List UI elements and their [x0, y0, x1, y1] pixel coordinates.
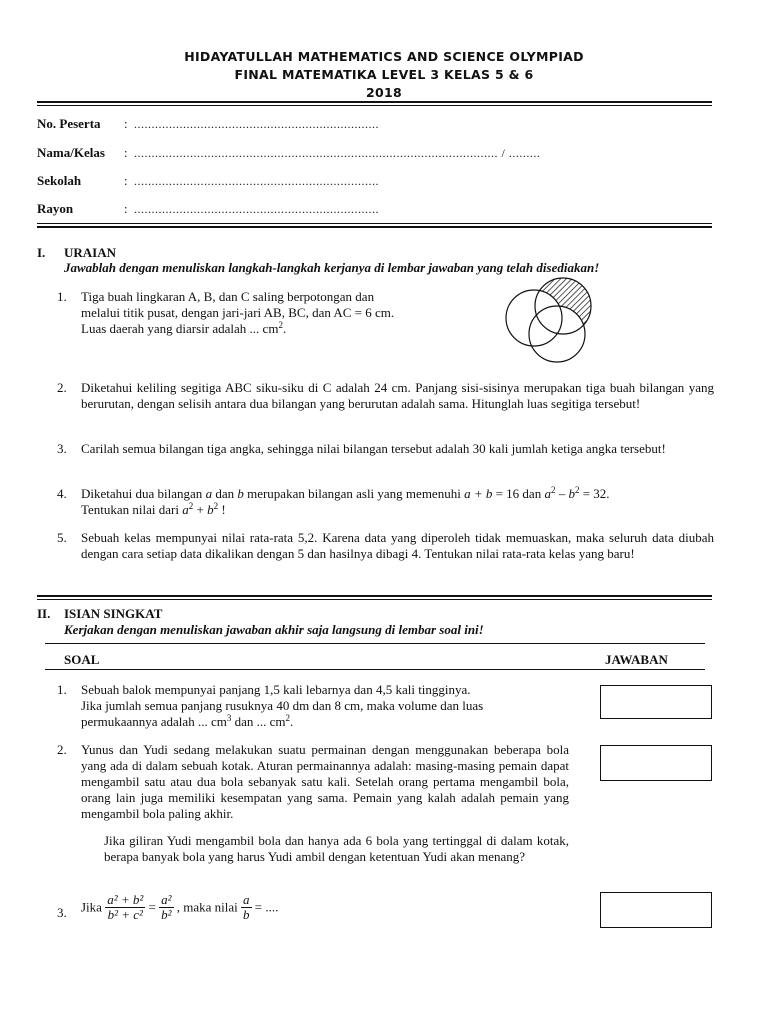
- isian-q2-para1: Yunus dan Yudi sedang melakukan suatu permainan dengan menggunakan beberapa bola yang ada di dalam sebuah kotak. Aturan permainannya adalah: masing-masing pemain dapat mengambil satu atau dua bola sebanyak satu kali. Setelah orang pertama mengambil bola, orang lain juga memiliki kesempatan yang sama. Pemain yang kalah adalah pemain yang mengambil bola paling akhir.: [81, 742, 569, 821]
- numerator: a: [243, 892, 250, 907]
- var: b: [568, 486, 575, 501]
- section-1-title: URAIAN: [64, 245, 116, 260]
- text: –: [555, 486, 569, 501]
- uraian-q4-line1: [81, 486, 714, 502]
- superscript: 3: [226, 713, 232, 723]
- uraian-q2-text: Diketahui keliling segitiga ABC siku-siku di C adalah 24 cm. Panjang sisi-sisinya merupakan tiga buah bilangan yang berurutan, dengan selisih antara dua bilangan yang berurutan adalah sama. Hitunglah luas segitiga tersebut!: [81, 380, 714, 411]
- ident-field-rayon[interactable]: ......................................................................: [134, 202, 379, 216]
- uraian-q3-text: Carilah semua bilangan tiga angka, sehingga nilai bilangan tersebut adalah 30 kali jumlah ketiga angka tersebut!: [81, 441, 666, 456]
- var: a: [205, 486, 213, 501]
- section-2-number: II.: [37, 606, 51, 621]
- ident-field-sekolah[interactable]: ......................................................................: [134, 174, 379, 188]
- text: merupakan bilangan asli yang memenuhi: [243, 486, 465, 501]
- uraian-q4-number: 4.: [57, 486, 67, 501]
- var: a: [544, 486, 551, 501]
- text: !: [218, 502, 226, 517]
- superscript: 2: [188, 501, 194, 511]
- table-rule-top: [45, 643, 705, 644]
- section-rule-thin: [37, 599, 712, 600]
- uraian-q5-number: 5.: [57, 530, 67, 545]
- isian-q2-number: 2.: [57, 742, 67, 757]
- isian-q2-para2: Jika giliran Yudi mengambil bola dan hanya ada 6 bola yang tertinggal di dalam kotak, berapa banyak bola yang harus Yudi ambil dengan ketentuan Yudi akan menang?: [104, 833, 569, 864]
- text: Diketahui dua bilangan: [81, 486, 206, 501]
- answer-box-1[interactable]: [600, 685, 712, 719]
- isian-q1-line2: Jika jumlah semua panjang rusuknya 40 dm dan 8 cm, maka volume dan luas: [81, 698, 484, 713]
- fraction: [241, 893, 252, 922]
- ident-field-peserta[interactable]: ......................................................................: [134, 117, 379, 131]
- uraian-q1-line2: melalui titik pusat, dengan jari-jari AB, BC, dan AC = 6 cm.: [81, 305, 395, 320]
- uraian-q4-line2: [81, 502, 714, 518]
- text: Jika: [81, 899, 102, 915]
- answer-box-3[interactable]: [600, 892, 712, 928]
- text: = ....: [254, 899, 279, 915]
- identity-rule-thin: [37, 223, 712, 224]
- column-header-soal: SOAL: [64, 652, 100, 667]
- superscript: 2: [285, 713, 290, 723]
- text: dan ... cm: [231, 714, 286, 729]
- header-rule-top: [37, 101, 712, 103]
- text: .: [289, 714, 294, 729]
- ident-colon: :: [124, 173, 128, 188]
- uraian-q1-line1: Tiga buah lingkaran A, B, dan C saling berpotongan dan: [81, 289, 375, 304]
- var: a: [182, 502, 189, 517]
- header-line-2: FINAL MATEMATIKA LEVEL 3 KELAS 5 & 6: [234, 67, 534, 82]
- isian-q3-number: 3.: [57, 905, 67, 920]
- shaded-region: [495, 276, 605, 368]
- ident-field-nama[interactable]: ........................................................................................................ / .........: [134, 146, 541, 160]
- text: =: [148, 899, 156, 915]
- numerator: a²: [161, 892, 172, 907]
- uraian-q1-text: [81, 289, 461, 337]
- isian-q1-number: 1.: [57, 682, 67, 697]
- fraction: [159, 893, 173, 922]
- section-rule-thick: [37, 595, 712, 597]
- ident-colon: :: [124, 116, 128, 131]
- uraian-q4-text: [81, 486, 714, 518]
- column-header-jawaban: JAWABAN: [605, 652, 668, 667]
- isian-q1-line1: Sebuah balok mempunyai panjang 1,5 kali lebarnya dan 4,5 kali tingginya.: [81, 682, 471, 697]
- uraian-q2-number: 2.: [57, 380, 67, 395]
- denominator: b² + c²: [107, 907, 143, 922]
- superscript: 2: [213, 501, 219, 511]
- superscript: 2: [278, 320, 283, 330]
- text: +: [193, 502, 208, 517]
- uraian-q1-line3: [81, 321, 461, 337]
- ident-colon: :: [124, 201, 128, 216]
- ident-label-peserta: No. Peserta: [37, 116, 101, 131]
- isian-q1-line3: [81, 714, 581, 730]
- uraian-q1-line3-text: Luas daerah yang diarsir adalah ... cm: [81, 321, 279, 336]
- uraian-q3-number: 3.: [57, 441, 67, 456]
- numerator: a² + b²: [107, 892, 144, 907]
- text: dan: [212, 486, 238, 501]
- ident-colon: :: [124, 145, 128, 160]
- section-2-instruction: Kerjakan dengan menuliskan jawaban akhir saja langsung di lembar soal ini!: [64, 622, 484, 637]
- answer-box-2[interactable]: [600, 745, 712, 781]
- var: a + b: [464, 486, 493, 501]
- var: b: [207, 502, 214, 517]
- header-line-3: 2018: [366, 85, 402, 100]
- isian-q3-equation: [81, 893, 278, 922]
- ident-label-rayon: Rayon: [37, 201, 74, 216]
- text: , maka nilai: [176, 899, 238, 915]
- isian-q1-text: [81, 682, 581, 730]
- table-rule-bottom: [45, 669, 705, 670]
- text: permukaannya adalah ... cm: [81, 714, 227, 729]
- denominator: b²: [161, 907, 172, 922]
- uraian-q1-number: 1.: [57, 289, 67, 304]
- header-line-1: HIDAYATULLAH MATHEMATICS AND SCIENCE OLYMPIAD: [184, 49, 584, 64]
- denominator: b: [243, 907, 250, 922]
- punct: .: [282, 321, 287, 336]
- section-1-number: I.: [37, 245, 46, 260]
- header-rule-top-thin: [37, 105, 712, 106]
- text: Tentukan nilai dari: [81, 502, 183, 517]
- section-2-title: ISIAN SINGKAT: [64, 606, 163, 621]
- superscript: 2: [574, 485, 580, 495]
- section-1-instruction: Jawablah dengan menuliskan langkah-langkah kerjanya di lembar jawaban yang telah disediakan!: [64, 260, 600, 275]
- text: = 32.: [579, 486, 610, 501]
- three-circles-figure: [495, 276, 605, 368]
- ident-label-sekolah: Sekolah: [37, 173, 82, 188]
- uraian-q5-text: Sebuah kelas mempunyai nilai rata-rata 5,2. Karena data yang diperoleh tidak memuaskan, maka seluruh data diubah dengan cara setiap data dikalikan dengan 5 dan hasilnya dibagi 4. Tentukan nilai rata-rata kelas yang baru!: [81, 530, 714, 561]
- fraction: [105, 893, 145, 922]
- identity-rule-thick: [37, 226, 712, 228]
- text: = 16 dan: [492, 486, 545, 501]
- ident-label-nama: Nama/Kelas: [37, 145, 105, 160]
- var: b: [237, 486, 244, 501]
- superscript: 2: [550, 485, 556, 495]
